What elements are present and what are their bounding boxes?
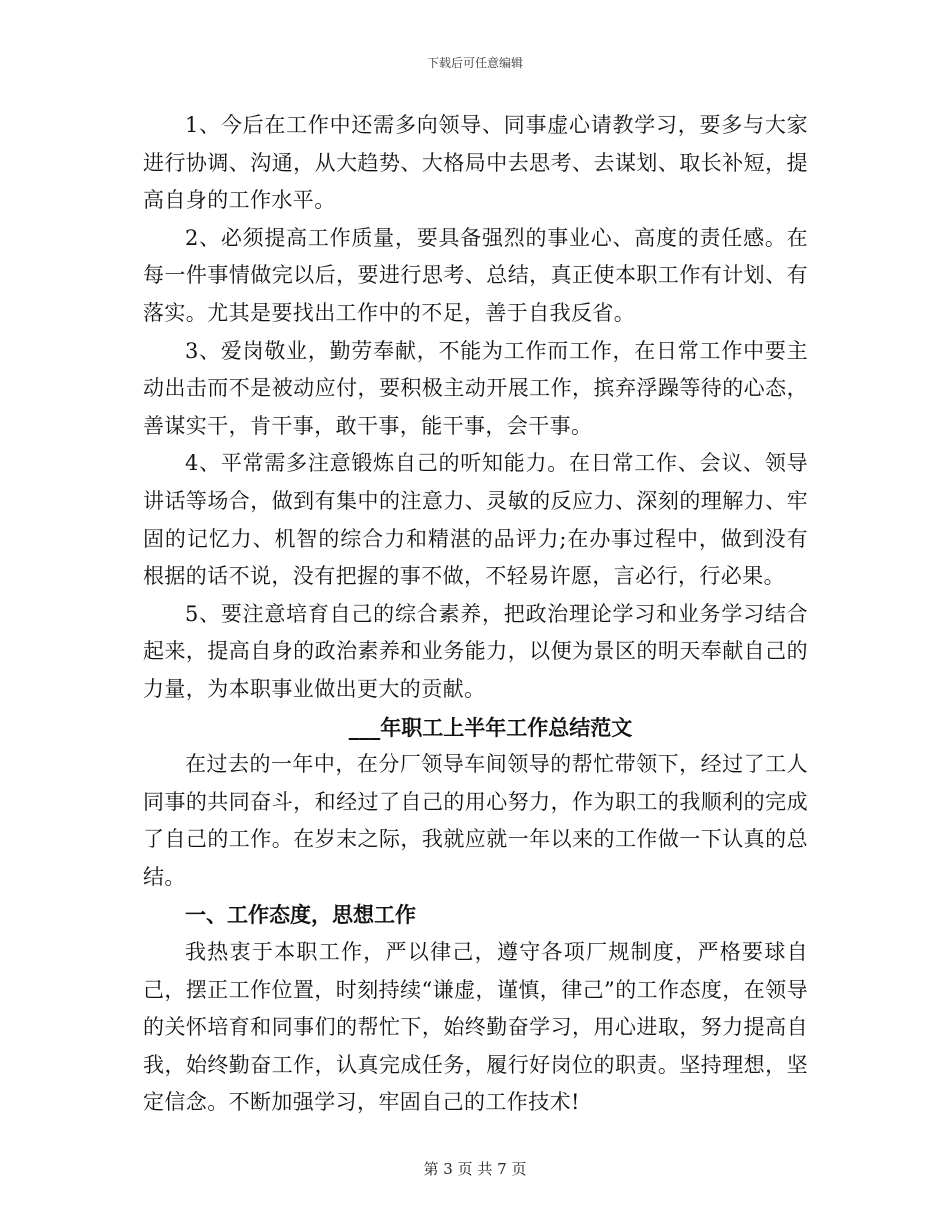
paragraph-item-5: 5、要注意培育自己的综合素养，把政治理论学习和业务学习结合起来，提高自身的政治素养和业务能力，以便为景区的明天奉献自己的力量，为本职事业做出更大的贡献。 <box>143 601 808 701</box>
page-header: 下载后可任意编辑 <box>426 56 523 70</box>
body-paragraph: 我热衷于本职工作，严以律己，遵守各项厂规制度，严格要球自己，摆正工作位置，时刻持续“谦虚，谨慎，律己”的工作态度，在领导的关怀培育和同事们的帮忙下，始终勤奋学习，用心进取，努力提高自我，始终勤奋工作，认真完成任务，履行好岗位的职责。坚持理想，坚定信念。不断加强学习，牢固自己的工作技术! <box>143 940 808 1115</box>
intro-paragraph: 在过去的一年中，在分厂领导车间领导的帮忙带领下，经过了工人同事的共同奋斗，和经过了自己的用心努力，作为职工的我顺利的完成了自己的工作。在岁末之际，我就应就一年以来的工作做一下认真的总结。 <box>143 752 808 889</box>
paragraph-item-2: 2、必须提高工作质量，要具备强烈的事业心、高度的责任感。在每一件事情做完以后，要进行思考、总结，真正使本职工作有计划、有落实。尤其是要找出工作中的不足，善于自我反省。 <box>143 225 808 325</box>
paragraph-item-1: 1、今后在工作中还需多向领导、同事虚心请教学习，要多与大家进行协调、沟通，从大趋势、大格局中去思考、去谋划、取长补短，提高自身的工作水平。 <box>143 113 808 213</box>
paragraph-item-4: 4、平常需多注意锻炼自己的听知能力。在日常工作、会议、领导讲话等场合，做到有集中的注意力、灵敏的反应力、深刻的理解力、牢固的记忆力、机智的综合力和精湛的品评力;在办事过程中，做到没有根据的话不说，没有把握的事不做，不轻易许愿，言必行，行必果。 <box>143 451 808 589</box>
document-body <box>143 107 808 1122</box>
page-footer: 第 3 页 共 7 页 <box>423 1160 527 1178</box>
subheading: 一、工作态度，思想工作 <box>185 902 416 928</box>
paragraph-item-3: 3、爱岗敬业，勤劳奉献，不能为工作而工作，在日常工作中要主动出击而不是被动应付，要积极主动开展工作，摈弃浮躁等待的心态，善谋实干，肯干事，敢干事，能干事，会干事。 <box>143 338 808 438</box>
section-title: ___年职工上半年工作总结范文 <box>348 714 633 740</box>
